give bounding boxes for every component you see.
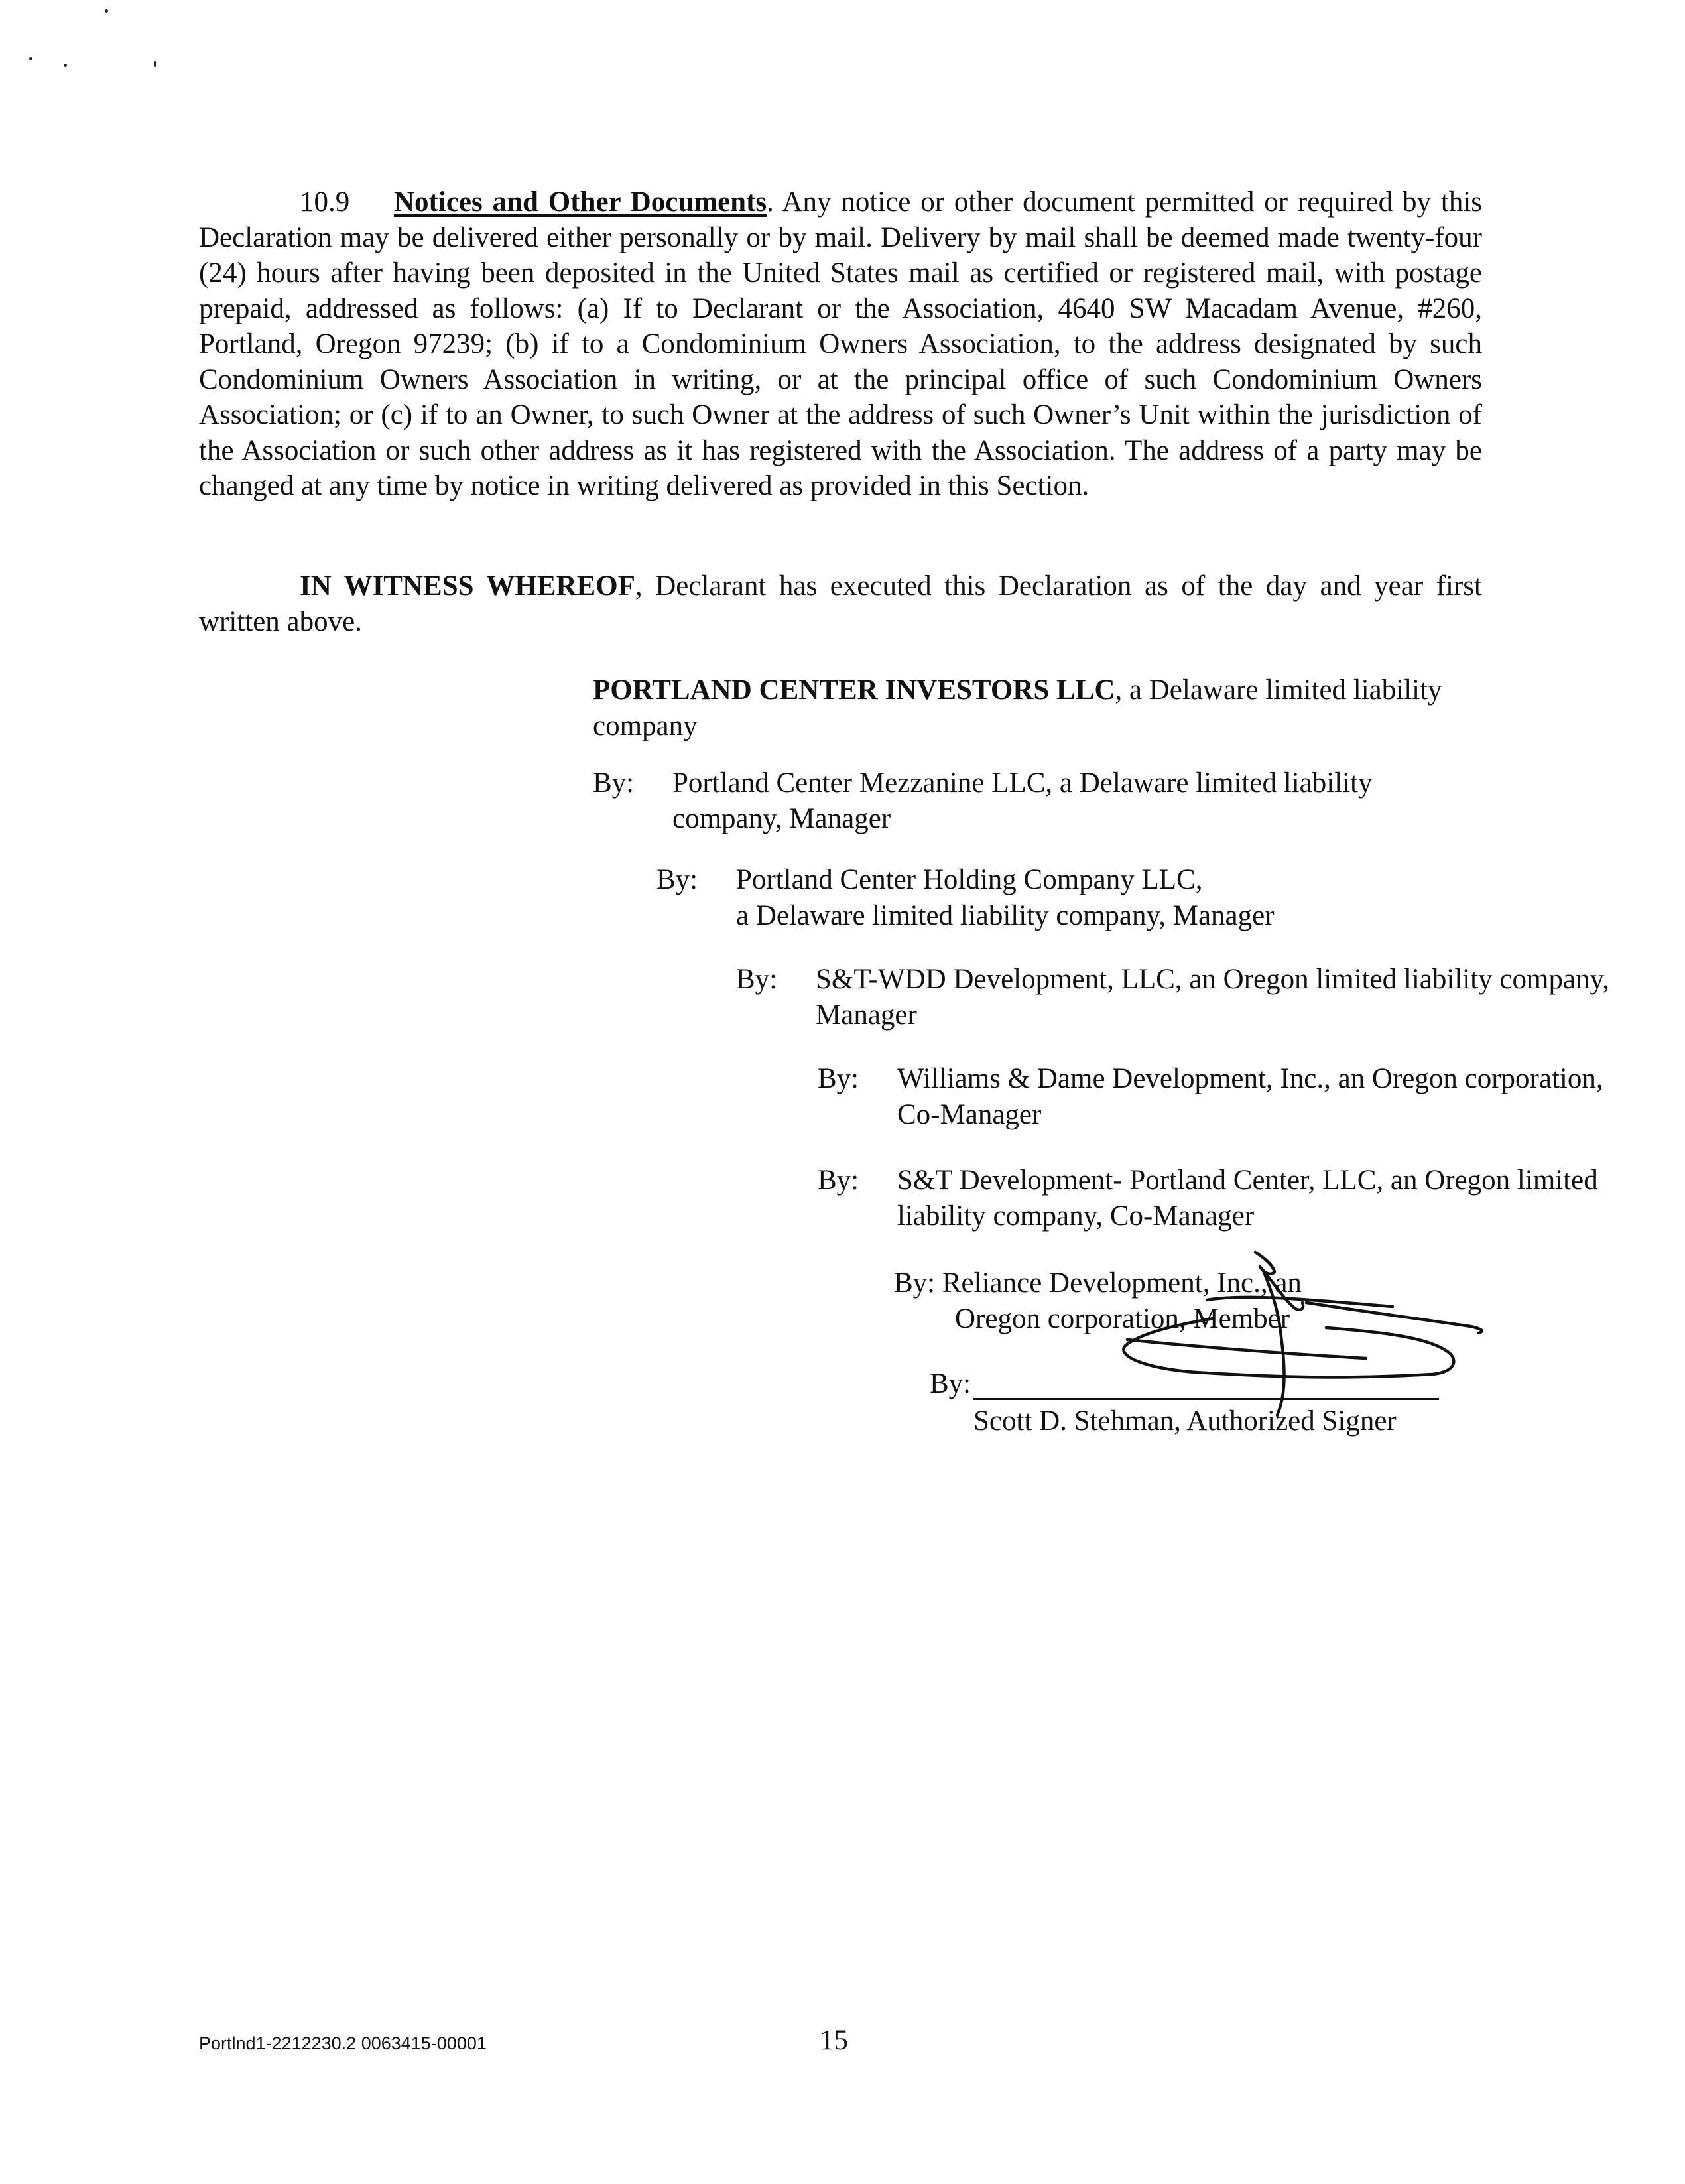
by-label: By: (656, 864, 698, 895)
witness-paragraph (199, 568, 1482, 639)
witness-lead: IN WITNESS WHEREOF (300, 570, 635, 602)
signature-line (973, 1398, 1439, 1400)
page-number: 15 (820, 2025, 848, 2056)
by-label: By: (818, 1165, 859, 1196)
signature-by-label: By: (930, 1368, 971, 1399)
signer-name: Scott D. Stehman, Authorized Signer (973, 1405, 1397, 1437)
section-number: 10.9 (300, 186, 350, 218)
by-text-st-wdd: S&T-WDD Development, LLC, an Oregon limited liability company, Manager (816, 964, 1610, 1031)
reliance-block (894, 1265, 1491, 1336)
by-text-williams-dame: Williams & Dame Development, Inc., an Oregon corporation, Co-Manager (897, 1063, 1603, 1130)
scan-speck (154, 61, 156, 67)
notices-paragraph (199, 184, 1482, 504)
witness-body: , Declarant has executed this Declaration as of the day and year first written above. (199, 570, 1482, 637)
by-label: By: (593, 767, 635, 799)
scan-speck (29, 57, 32, 60)
reliance-line1: By: Reliance Development, Inc., an (894, 1267, 1302, 1299)
by-label: By: (736, 964, 778, 995)
by-text-holding-line2: a Delaware limited liability company, Manager (736, 899, 1275, 931)
by-text-holding (736, 862, 1532, 933)
document-reference: Portlnd1-2212230.2 0063415-00001 (199, 2033, 487, 2053)
scan-speck (64, 64, 67, 67)
by-text-holding-line1: Portland Center Holding Company LLC, (736, 864, 1203, 895)
reliance-line2: Oregon corporation, Member (955, 1303, 1290, 1334)
entity-heading (593, 673, 1455, 743)
by-label: By: (818, 1063, 859, 1094)
by-text-mezzanine: Portland Center Mezzanine LLC, a Delaware limited liability company, Manager (672, 767, 1373, 834)
scan-speck (105, 9, 108, 13)
entity-name: PORTLAND CENTER INVESTORS LLC (593, 674, 1115, 706)
section-heading: Notices and Other Documents (394, 186, 767, 218)
section-body: . Any notice or other document permitted or required by this Declaration may be delivered either personally or by mail. Delivery by mail shall be deemed made twenty-four (24) hours after having been deposited in the United States mail as certified or registered mail, with postage prepaid, addressed as follows: (a) If to Declarant or the Association, 4640 SW Macadam Avenue, #260, Portland, Oregon 97239; (b) if to a Condominium Owners Association, to the address designated by such Condominium Owners Association in writing, or at the principal office of such Condominium Owners Association; or (c) if to an Owner, to such Owner at the address of such Owner’s Unit within the jurisdiction of the Association or such other address as it has registered with the Association. The address of a party may be changed at any time by notice in writing delivered as provided in this Section. (199, 186, 1482, 501)
entity-description: , a Delaware limited liability company (593, 674, 1442, 741)
by-text-st-development: S&T Development- Portland Center, LLC, an Oregon limited liability company, Co-Manager (897, 1165, 1598, 1232)
